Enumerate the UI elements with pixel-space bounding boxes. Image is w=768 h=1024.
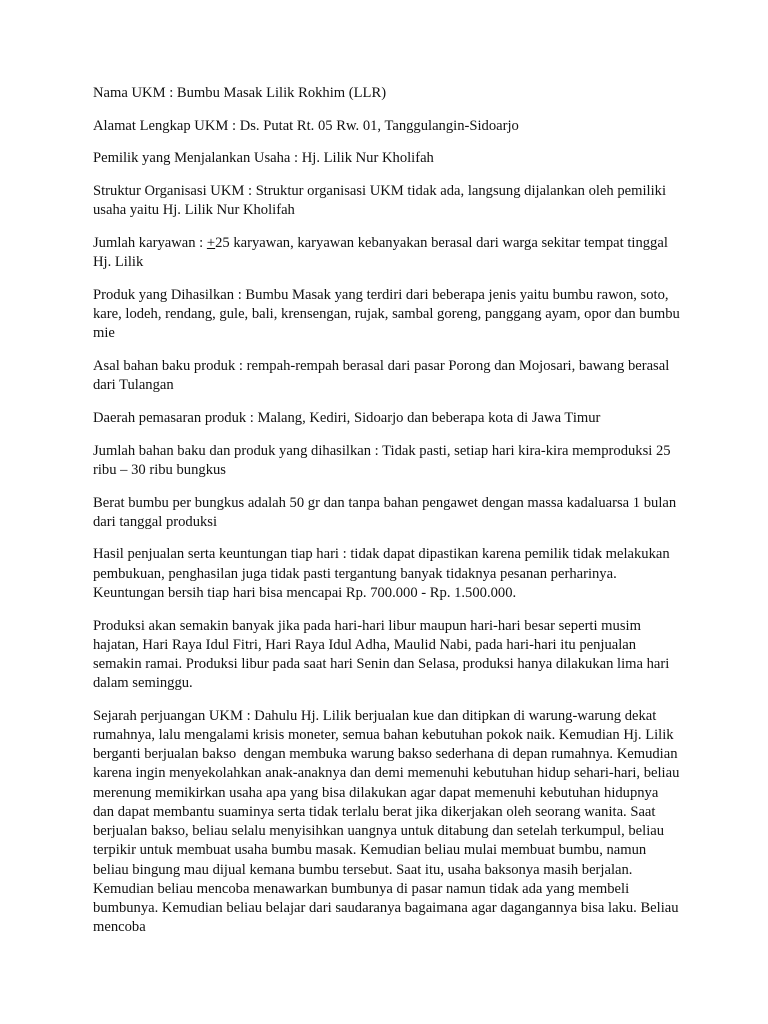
document-page	[93, 84, 683, 951]
paragraph-berat-bumbu: Berat bumbu per bungkus adalah 50 gr dan tanpa bahan pengawet dengan massa kadaluarsa 1 bulan dari tanggal produksi	[93, 494, 680, 530]
paragraph-pemilik: Pemilik yang Menjalankan Usaha : Hj. Lilik Nur Kholifah	[93, 150, 434, 167]
paragraph-hasil-penjualan: Hasil penjualan serta keuntungan tiap hari : tidak dapat dipastikan karena pemilik tidak melakukan pembukuan, penghasilan juga tidak pasti tergantung banyak tidaknya pesanan perharinya. Keuntungan bersih tiap hari bisa mencapai Rp. 700.000 - Rp. 1.500.000.	[93, 546, 674, 601]
paragraph-produksi-libur: Produksi akan semakin banyak jika pada hari-hari libur maupun hari-hari besar seperti musim hajatan, Hari Raya Idul Fitri, Hari Raya Idul Adha, Maulid Nabi, pada hari-hari itu penjualan semakin ramai. Produksi libur pada saat hari Senin dan Selasa, produksi hanya dilakukan lima hari dalam seminggu.	[93, 617, 673, 692]
paragraph-nama-ukm: Nama UKM : Bumbu Masak Lilik Rokhim (LLR)	[93, 85, 387, 101]
karyawan-text: 25 karyawan, karyawan kebanyakan berasal dari warga sekitar tempat tinggal Hj. Lilik	[93, 235, 672, 271]
paragraph-bahan-baku: Asal bahan baku produk : rempah-rempah berasal dari pasar Porong dan Mojosari, bawang berasal dari Tulangan	[93, 358, 673, 394]
paragraph-pemasaran: Daerah pemasaran produk : Malang, Kediri, Sidoarjo dan beberapa kota di Jawa Timur	[93, 409, 601, 426]
paragraph-sejarah: Sejarah perjuangan UKM : Dahulu Hj. Lilik berjualan kue dan ditipkan di warung-warung dekat rumahnya, lalu mengalami krisis moneter, semua bahan kebutuhan pokok naik. Kemudian Hj. Lilik berganti berjualan bakso dengan membuka warung bakso sederhana di depan rumahnya. Kemudian karena ingin menyekolahkan anak-anaknya dan demi memenuhi kebutuhan hidup sehari-hari, beliau merenung memikirkan usaha apa yang bisa dilakukan agar dapat memenuhi kebutuhan hidupnya dan dapat membantu suaminya serta tidak terlalu berat jika dikerjakan oleh seorang wanita. Saat berjualan bakso, beliau selalu menyisihkan uangnya untuk ditabung dan setelah terkumpul, beliau terpikir untuk membuat usaha bumbu masak. Kemudian beliau mulai membuat bumbu, namun beliau bingung mau dijual kemana bumbu tersebut. Saat itu, usaha baksonya masih berjalan. Kemudian beliau mencoba menawarkan bumbunya di pasar namun tidak ada yang membeli bumbunya. Kemudian beliau belajar dari saudaranya bagaimana agar dagangannya bisa laku. Beliau mencoba	[93, 707, 684, 936]
paragraph-produk: Produk yang Dihasilkan : Bumbu Masak yang terdiri dari beberapa jenis yaitu bumbu rawon, soto, kare, lodeh, rendang, gule, bali, krensengan, rujak, sambal goreng, panggang ayam, opor dan bumbu mie	[93, 286, 684, 342]
karyawan-label: Jumlah karyawan :	[93, 235, 207, 252]
paragraph-alamat: Alamat Lengkap UKM : Ds. Putat Rt. 05 Rw. 01, Tanggulangin-Sidoarjo	[93, 117, 519, 134]
paragraph-jumlah-karyawan	[93, 234, 683, 272]
approx-symbol: +	[206, 235, 216, 252]
paragraph-jumlah-produksi: Jumlah bahan baku dan produk yang dihasilkan : Tidak pasti, setiap hari kira-kira memproduksi 25 ribu – 30 ribu bungkus	[93, 442, 675, 478]
paragraph-struktur-organisasi: Struktur Organisasi UKM : Struktur organisasi UKM tidak ada, langsung dijalankan oleh pemiliki usaha yaitu Hj. Lilik Nur Kholifah	[93, 183, 670, 219]
